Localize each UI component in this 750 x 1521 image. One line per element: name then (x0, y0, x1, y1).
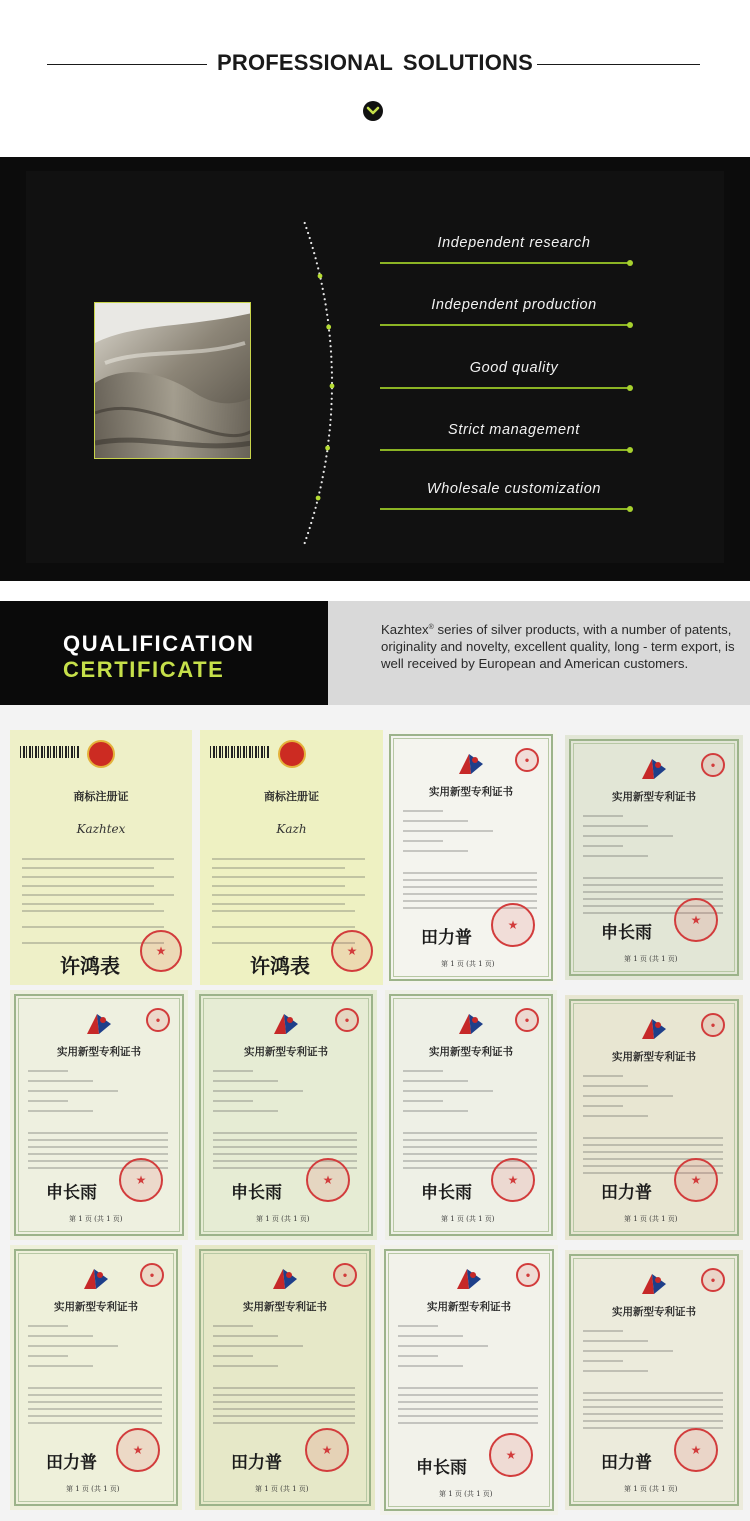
text-line (403, 1139, 537, 1141)
text-line (212, 876, 365, 878)
certificate-title: 实用新型专利证书 (244, 1046, 328, 1058)
text-line (22, 876, 174, 878)
text-line (22, 903, 154, 905)
solution-label: Strict management (448, 422, 580, 438)
text-line (212, 910, 355, 912)
solution-item (380, 422, 633, 462)
patent-certificate (195, 990, 377, 1240)
solution-label: Good quality (469, 360, 559, 376)
solution-dot (627, 447, 633, 453)
text-line (583, 855, 648, 857)
official-seal: ● (515, 1008, 539, 1032)
solution-label: Independent production (431, 297, 597, 313)
signature: 田力普 (601, 1453, 652, 1473)
text-line (583, 1095, 673, 1097)
page-number: 第 1 页 (共 1 页) (256, 1215, 310, 1223)
patent-certificate (10, 990, 188, 1240)
solution-underline (380, 508, 629, 510)
text-line (28, 1100, 68, 1102)
text-line (22, 894, 174, 896)
official-seal: ★ (331, 930, 373, 972)
text-line (28, 1070, 68, 1072)
text-line (403, 872, 537, 874)
trademark-certificate (200, 730, 383, 985)
text-line (583, 1330, 623, 1332)
text-line (28, 1146, 168, 1148)
text-line (583, 1115, 648, 1117)
patent-certificate (385, 730, 557, 985)
official-seal: ● (140, 1263, 164, 1287)
text-line (213, 1365, 278, 1367)
text-line (403, 1100, 443, 1102)
page-number: 第 1 页 (共 1 页) (66, 1485, 120, 1493)
solution-label: Wholesale customization (426, 481, 602, 497)
text-line (213, 1422, 355, 1424)
text-line (213, 1090, 303, 1092)
solution-underline (380, 387, 629, 389)
text-line (213, 1139, 357, 1141)
text-line (212, 858, 365, 860)
text-line (583, 1340, 648, 1342)
certificate-title: 商标注册证 (73, 790, 129, 803)
text-line (28, 1325, 68, 1327)
text-line (583, 1137, 723, 1139)
solution-dot (627, 260, 633, 266)
official-seal: ● (516, 1263, 540, 1287)
official-seal: ★ (674, 1428, 718, 1472)
text-line (398, 1415, 538, 1417)
text-line (583, 891, 723, 893)
certificate-title: 实用新型专利证书 (429, 1046, 513, 1058)
patent-certificate (565, 1250, 743, 1510)
text-line (403, 1132, 537, 1134)
certificate-title: 实用新型专利证书 (429, 786, 513, 798)
text-line (403, 1153, 537, 1155)
certificate-title: CERTIFICATE (63, 657, 225, 682)
patent-certificate (195, 1245, 375, 1510)
text-line (213, 1325, 253, 1327)
text-line (398, 1394, 538, 1396)
solution-item (380, 360, 633, 400)
text-line (28, 1335, 93, 1337)
text-line (583, 1399, 723, 1401)
text-line (583, 1413, 723, 1415)
text-line (583, 1420, 723, 1422)
text-line (403, 1110, 468, 1112)
text-line (398, 1355, 438, 1357)
patent-certificate (10, 1245, 182, 1510)
certificate-title: 商标注册证 (264, 790, 319, 803)
header-rule-right (537, 64, 700, 65)
certificate-title: 实用新型专利证书 (427, 1301, 511, 1313)
text-line (28, 1387, 162, 1389)
text-line (22, 858, 174, 860)
text-line (398, 1401, 538, 1403)
signature: 田力普 (231, 1453, 282, 1473)
certificate-title: 实用新型专利证书 (57, 1046, 141, 1058)
solution-item (380, 481, 633, 521)
solution-item (380, 297, 633, 337)
patent-office-logo (80, 1265, 112, 1298)
text-line (213, 1080, 278, 1082)
text-line (583, 1406, 723, 1408)
certificates-gallery (0, 705, 750, 1521)
text-line (583, 1105, 623, 1107)
text-line (583, 845, 623, 847)
text-line (403, 830, 493, 832)
text-line (213, 1146, 357, 1148)
header (0, 0, 750, 157)
trademark-name: Kazhtex (76, 822, 126, 836)
text-line (403, 820, 468, 822)
registered-mark: ® (428, 624, 434, 631)
patent-office-logo (638, 755, 670, 788)
qualification-title: QUALIFICATION (63, 631, 255, 656)
text-line (28, 1090, 118, 1092)
official-seal: ● (701, 1268, 725, 1292)
text-line (212, 894, 365, 896)
barcode (210, 746, 270, 758)
national-emblem (278, 740, 306, 768)
text-line (403, 893, 537, 895)
certificate-title: 实用新型专利证书 (612, 1306, 696, 1318)
text-line (28, 1345, 118, 1347)
signature: 申长雨 (421, 1183, 472, 1203)
signature: 田力普 (46, 1453, 97, 1473)
text-line (212, 926, 355, 928)
chevron-down-icon[interactable] (363, 101, 383, 121)
patent-office-logo (455, 1010, 487, 1043)
text-line (583, 1075, 623, 1077)
official-seal: ● (333, 1263, 357, 1287)
official-seal: ★ (119, 1158, 163, 1202)
official-seal: ★ (306, 1158, 350, 1202)
text-line (212, 903, 345, 905)
solution-dot (627, 385, 633, 391)
solution-dot (627, 506, 633, 512)
signature: 田力普 (601, 1183, 652, 1203)
official-seal: ★ (674, 898, 718, 942)
certificate-title: 实用新型专利证书 (54, 1301, 138, 1313)
national-emblem (87, 740, 115, 768)
text-line (22, 926, 164, 928)
text-line (213, 1335, 278, 1337)
text-line (398, 1387, 538, 1389)
text-line (213, 1100, 253, 1102)
text-line (28, 1153, 168, 1155)
barcode (20, 746, 80, 758)
trademark-name: Kazh (276, 822, 307, 836)
text-line (213, 1387, 355, 1389)
page-number: 第 1 页 (共 1 页) (624, 1215, 678, 1223)
text-line (403, 810, 443, 812)
text-line (583, 1370, 648, 1372)
official-seal: ★ (489, 1433, 533, 1477)
text-line (403, 850, 468, 852)
text-line (403, 840, 443, 842)
text-line (28, 1365, 93, 1367)
text-line (583, 825, 648, 827)
solution-item (380, 235, 633, 275)
description-text: series of silver products, with a number of patents, originality and novelty, excellent quality, long - term export, is well received by European and American customers. (381, 622, 735, 672)
official-seal: ★ (116, 1428, 160, 1472)
text-line (28, 1355, 68, 1357)
solution-dot (627, 322, 633, 328)
qualification-banner (0, 601, 750, 705)
text-line (583, 1392, 723, 1394)
text-line (583, 835, 673, 837)
text-line (213, 1153, 357, 1155)
page-number: 第 1 页 (共 1 页) (624, 955, 678, 963)
text-line (22, 910, 164, 912)
text-line (403, 886, 537, 888)
certificate-title: 实用新型专利证书 (243, 1301, 327, 1313)
text-line (28, 1401, 162, 1403)
text-line (583, 884, 723, 886)
text-line (583, 815, 623, 817)
text-line (28, 1110, 93, 1112)
text-line (213, 1345, 303, 1347)
official-seal: ● (701, 1013, 725, 1037)
text-line (213, 1401, 355, 1403)
patent-office-logo (270, 1010, 302, 1043)
official-seal: ● (701, 753, 725, 777)
text-line (22, 885, 154, 887)
page-number: 第 1 页 (共 1 页) (441, 960, 495, 968)
text-line (213, 1110, 278, 1112)
text-line (403, 900, 537, 902)
text-line (28, 1132, 168, 1134)
text-line (28, 1422, 162, 1424)
text-line (28, 1415, 162, 1417)
signature: 申长雨 (231, 1183, 282, 1203)
page-number: 第 1 页 (共 1 页) (255, 1485, 309, 1493)
signature: 田力普 (421, 928, 472, 948)
page-title: PROFESSIONAL SOLUTIONS (216, 50, 534, 75)
patent-office-logo (269, 1265, 301, 1298)
text-line (213, 1415, 355, 1417)
page-number: 第 1 页 (共 1 页) (439, 1490, 493, 1498)
text-line (583, 1085, 648, 1087)
patent-certificate (565, 995, 743, 1240)
page-number: 第 1 页 (共 1 页) (624, 1485, 678, 1493)
text-line (213, 1355, 253, 1357)
text-line (403, 879, 537, 881)
brand-name: Kazhtex (381, 622, 429, 637)
text-line (398, 1345, 488, 1347)
signature: 申长雨 (416, 1458, 467, 1478)
text-line (398, 1408, 538, 1410)
official-seal: ● (515, 748, 539, 772)
text-line (403, 1146, 537, 1148)
solutions-section (0, 157, 750, 581)
patent-certificate (565, 735, 743, 980)
solution-underline (380, 449, 629, 451)
solution-underline (380, 262, 629, 264)
official-seal: ★ (491, 903, 535, 947)
page-number: 第 1 页 (共 1 页) (69, 1215, 123, 1223)
certificate-title: 实用新型专利证书 (612, 1051, 696, 1063)
signature: 申长雨 (601, 923, 652, 943)
fabric-image (94, 302, 251, 459)
patent-office-logo (638, 1015, 670, 1048)
text-line (28, 1139, 168, 1141)
qualification-title-panel (0, 601, 328, 705)
text-line (212, 885, 345, 887)
text-line (213, 1408, 355, 1410)
text-line (28, 1080, 93, 1082)
official-seal: ★ (305, 1428, 349, 1472)
text-line (212, 867, 345, 869)
text-line (583, 877, 723, 879)
text-line (213, 1394, 355, 1396)
signature: 许鸿表 (60, 954, 120, 978)
text-line (28, 1408, 162, 1410)
patent-office-logo (453, 1265, 485, 1298)
text-line (22, 867, 154, 869)
solution-label: Independent research (437, 235, 591, 251)
text-line (583, 1144, 723, 1146)
official-seal: ● (335, 1008, 359, 1032)
page-number: 第 1 页 (共 1 页) (441, 1215, 495, 1223)
text-line (398, 1422, 538, 1424)
text-line (398, 1335, 463, 1337)
text-line (403, 1080, 468, 1082)
text-line (398, 1365, 463, 1367)
official-seal: ★ (674, 1158, 718, 1202)
patent-office-logo (83, 1010, 115, 1043)
text-line (403, 1070, 443, 1072)
signature: 申长雨 (46, 1183, 97, 1203)
official-seal: ● (146, 1008, 170, 1032)
text-line (28, 1394, 162, 1396)
trademark-certificate (10, 730, 192, 985)
qualification-description-panel (328, 601, 750, 705)
certificate-title: 实用新型专利证书 (612, 791, 696, 803)
text-line (398, 1325, 438, 1327)
text-line (583, 1360, 623, 1362)
text-line (213, 1070, 253, 1072)
official-seal: ★ (491, 1158, 535, 1202)
text-line (403, 1090, 493, 1092)
qualification-description (381, 619, 736, 673)
patent-office-logo (638, 1270, 670, 1303)
patent-office-logo (455, 750, 487, 783)
patent-certificate (385, 990, 557, 1240)
text-line (213, 1132, 357, 1134)
signature: 许鸿表 (250, 954, 310, 978)
patent-certificate (380, 1245, 558, 1515)
text-line (583, 1151, 723, 1153)
text-line (583, 1350, 673, 1352)
solution-underline (380, 324, 629, 326)
official-seal: ★ (140, 930, 182, 972)
